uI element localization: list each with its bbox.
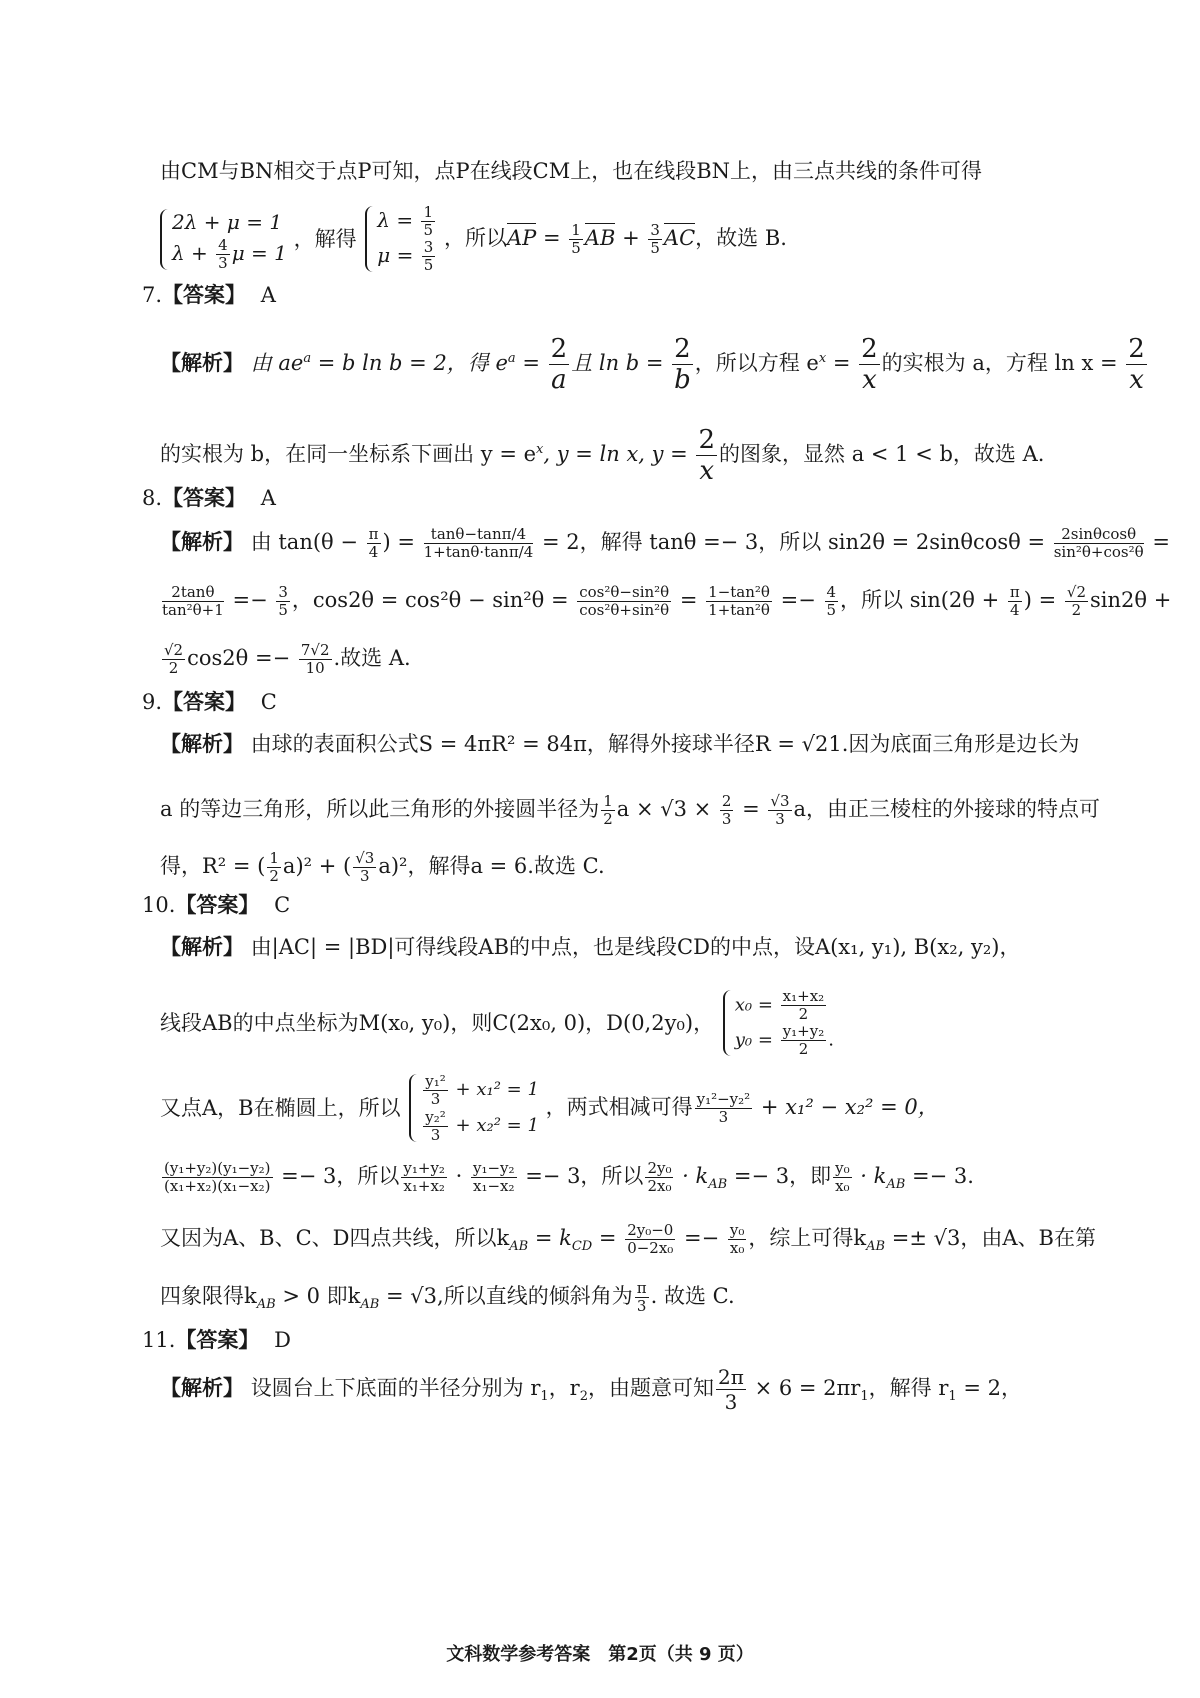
q8-analysis-line2: $\frac{2\tan\theta}{\text{tan²θ+1}}$ =− $\frac{3}{5}$ ，cos2θ = cos²θ − sin²θ = $\frac{\text{cos²θ−sin²θ}}{\text{cos²θ+sin²θ}}$ = $\frac{\text{1−tan²θ}}{\text{1+tan²θ}}$ =− $\frac{4}{5}$ ，所以 sin(2θ + $\frac{\pi}{4}$ ) = $\frac{√2}{2}$ sin2θ + xyxy=(162,583,1172,619)
frac: $\frac{1}{5}$ xyxy=(423,203,433,239)
q10-analysis-line6: 四象限得$k_{AB} > 0$ 即$k_{AB} = √3$,所以直线的倾斜角为 $\frac{\pi}{3}$ . 故选 C. xyxy=(160,1279,735,1315)
q7-answer-line xyxy=(142,280,1200,310)
q9-analysis-line3: 得，R² = ( $\frac{1}{2}$ a)² + ( $\frac{√3}{3}$ a)²，解得a = 6.故选 C. xyxy=(160,849,605,885)
intro-line xyxy=(160,156,1200,186)
q7-analysis-line1: 【解析】 由 $ae^a = b$ ln b = 2，得 $e^a$ = $\frac{2}{a}$且 ln b = $\frac{2}{b}$，所以方程 $e^x$ = $\frac{2}{x}$的实根为 a，方程 ln x = $\frac{2}{x}$ xyxy=(160,334,1145,395)
q10-answer: C xyxy=(274,893,291,917)
q7-analysis-line2: 的实根为 b，在同一坐标系下画出 $y = e^x$, y = ln x, y = $\frac{2}{x}$的图象，显然 a < 1 < b，故选 A. xyxy=(160,425,1045,486)
analysis-label: 【解析】 xyxy=(160,351,244,375)
answer-label: 【答案】 xyxy=(175,893,260,917)
ellipse-system: $\frac{\text{y₁²}}{3}$ + x₁² = 1 $\frac{\text{y₂²}}{3}$ + x₂² = 1 xyxy=(407,1072,539,1144)
eq-1: 2λ + μ = 1 xyxy=(172,209,283,234)
frac: $\frac{3}{5}$ xyxy=(423,238,434,274)
q10-analysis-line1: 【解析】 由|AC| = |BD|可得线段AB的中点，也是线段CD的中点，设A(x₁, y₁), B(x₂, y₂)， xyxy=(160,935,1021,959)
sol-1: λ = xyxy=(377,208,420,232)
q9-analysis-line1: 【解析】 由球的表面积公式S = 4πR² = 84π，解得外接球半径R = √21.因为底面三角形是边长为 xyxy=(160,732,1080,756)
solve-text: ，解得 xyxy=(293,227,357,251)
intro-text: 由CM与BN相交于点P可知，点P在线段CM上，也在线段BN上，由三点共线的条件可得 xyxy=(160,159,983,183)
q10-answer-line: 10.【答案】 C xyxy=(142,893,291,917)
q10-analysis-line4: $\frac{\text{(y₁+y₂)(y₁−y₂)}}{\text{(x₁+x₂)(x₁−x₂)}}$ =− 3，所以 $\frac{\text{y₁+y₂}}{\text{x₁+x₂}}$ · $\frac{\text{y₁−y₂}}{\text{x₁−x₂}}$ =− 3，所以 $\frac{\text{2y₀}}{\text{2x₀}}$ · $k_{AB} =- 3$，即 $\frac{\text{y₀}}{\text{x₀}}$ · $k_{AB} =- 3$. xyxy=(164,1159,974,1195)
q8-answer: A xyxy=(260,486,276,510)
q8-analysis-line1: 【解析】 由 tan(θ − $\frac{\pi}{4}$ ) = $\frac{\tan\theta-\tan\pi/4}{1+\tan\theta\cdot\tan\pi/4}$ = 2，解得 tanθ =− 3，所以 sin2θ = 2sinθcosθ = $\frac{2\sin\theta\cos\theta}{\text{sin²θ+cos²θ}}$ = xyxy=(160,525,1170,561)
q9-analysis-line2: a 的等边三角形，所以此三角形的外接圆半径为 $\frac{1}{2}$ a × √3 × $\frac{2}{3}$ = $\frac{√3}{3}$ a，由正三棱柱的外接球的特点可 xyxy=(160,792,1101,828)
sol-2: μ = xyxy=(377,243,420,267)
answer-label: 【答案】 xyxy=(162,486,247,510)
frac: $\frac{4}{3}$ xyxy=(218,235,228,272)
q11-answer-line: 11.【答案】 D xyxy=(142,1328,291,1352)
answer-label: 【答案】 xyxy=(175,1328,260,1352)
analysis-label: 【解析】 xyxy=(160,1376,244,1400)
solution-system xyxy=(363,204,437,274)
q10-analysis-line2: 线段AB的中点坐标为M(x₀, y₀)，则C(2x₀, 0)，D(0,2y₀)， x₀ = $\frac{\text{x₁+x₂}}{2}$ y₀ = $\frac{\text{y₁+y₂}}{2}$ . xyxy=(160,987,834,1058)
analysis-label: 【解析】 xyxy=(160,935,244,959)
vector-result: ，所以AP = $\frac{1}{5}$ AB + $\frac{3}{5}$ AC，故选 B. xyxy=(444,220,787,257)
eq-2b: μ = 1 xyxy=(231,240,287,265)
equation-system xyxy=(158,207,287,272)
q10-analysis-line3: 又点A，B在椭圆上，所以 $\frac{\text{y₁²}}{3}$ + x₁² = 1 $\frac{\text{y₂²}}{3}$ + x₂² = 1 ，两式相减可得 $\frac{\text{y₁²−y₂²}}{3}$ + x₁² − x₂² = 0， xyxy=(160,1071,939,1144)
q7-answer: A xyxy=(260,283,276,307)
analysis-label: 【解析】 xyxy=(160,732,244,756)
q7-number: 7. xyxy=(142,283,163,307)
q9-answer: C xyxy=(260,690,277,714)
answer-label: 【答案】 xyxy=(162,283,247,307)
answer-label: 【答案】 xyxy=(162,690,247,714)
analysis-label: 【解析】 xyxy=(160,530,244,554)
q8-analysis-line3: $\frac{√2}{2}$ cos2θ =− $\frac{7√2}{10}$ .故选 A. xyxy=(164,641,411,677)
q10-analysis-line5: 又因为A、B、C、D四点共线，所以$k_{AB} = k_{CD}$ = $\frac{\text{2y₀−0}}{\text{0−2x₀}}$ =− $\frac{\text{y₀}}{\text{x₀}}$ ，综上可得$k_{AB} =\pm √3$，由A、B在第 xyxy=(160,1221,1096,1257)
q9-answer-line: 9.【答案】 C xyxy=(142,690,277,714)
q11-analysis-line1: 【解析】 设圆台上下底面的半径分别为 $r_1$，$r_2$，由题意可知 $\frac{2\pi}{3}$ × $6 = 2\pi r_1$，解得 $r_1 = 2$， xyxy=(160,1365,1022,1414)
page-footer xyxy=(0,1640,1200,1666)
midpoint-system: x₀ = $\frac{\text{x₁+x₂}}{2}$ y₀ = $\frac{\text{y₁+y₂}}{2}$ . xyxy=(721,988,834,1058)
q11-answer: D xyxy=(274,1328,291,1352)
system-line xyxy=(158,204,1200,272)
eq-2a: λ + xyxy=(172,240,215,265)
q8-answer-line: 8.【答案】 A xyxy=(142,486,276,510)
footer-text: 文科数学参考答案 第2页（共 9 页） xyxy=(446,1644,754,1665)
